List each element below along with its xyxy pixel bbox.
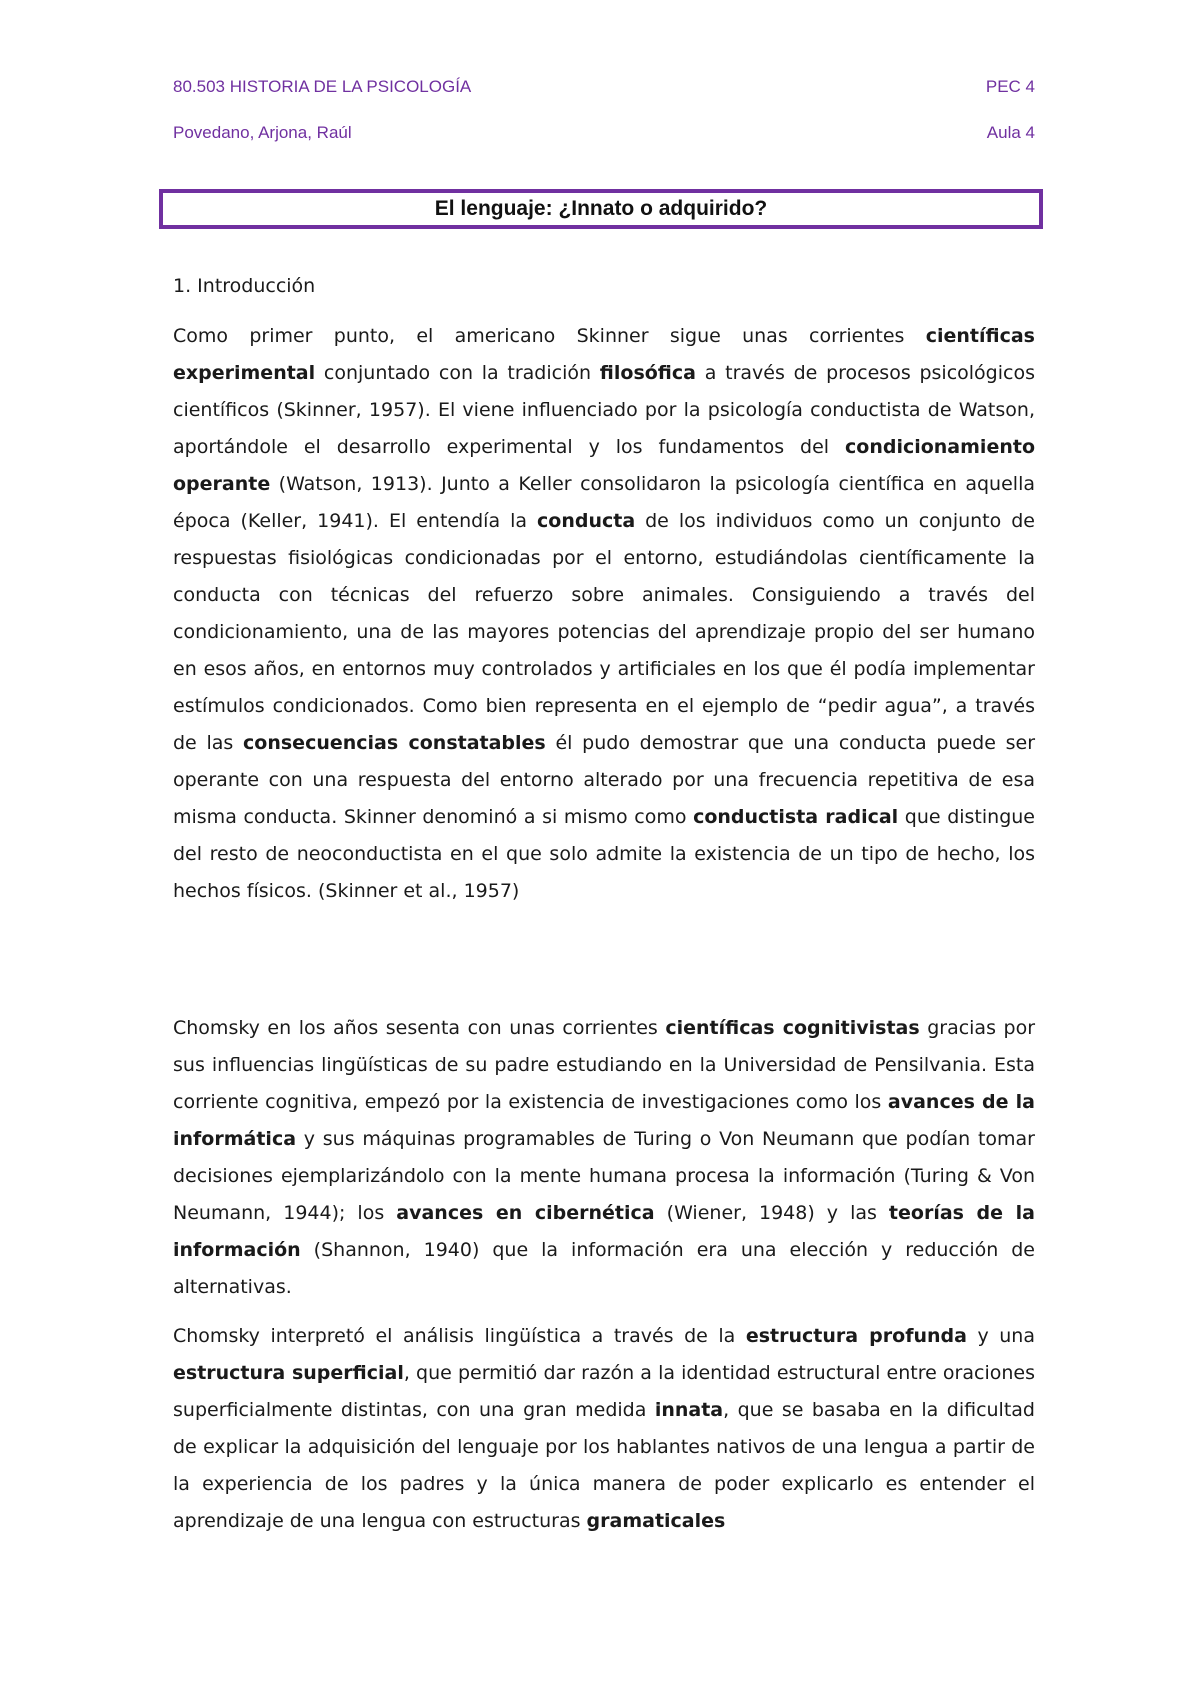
bold-term: teorías de la información [173, 1202, 1035, 1261]
bold-term: científicas experimental [173, 325, 1035, 384]
bold-term: innata [654, 1399, 724, 1421]
bold-term: estructura profunda [745, 1325, 967, 1347]
text-run: Chomsky en los años sesenta con unas corrientes [173, 1017, 666, 1039]
header-row-author [173, 123, 1035, 143]
text-run: que distingue del resto de neoconductista en el que solo admite la existencia de un tipo de hecho, los hechos físicos. (Skinner et al., 1957) [173, 806, 1035, 902]
text-run: Como primer punto, el americano Skinner sigue unas corrientes [173, 325, 926, 347]
bold-term: estructura superficial [173, 1362, 404, 1384]
bold-term: avances de la informática [173, 1091, 1036, 1150]
document-title-text: El lenguaje: ¿Innato o adquirido? [434, 197, 768, 220]
classroom-label: Aula 4 [986, 123, 1035, 142]
assignment-label: PEC 4 [985, 77, 1035, 96]
text-run: (Shannon, 1940) que la información era una elección y reducción de alternativas. [173, 1239, 1035, 1298]
bold-term: científicas cognitivistas [665, 1017, 920, 1039]
text-run: gracias por sus influencias lingüísticas de su padre estudiando en la Universidad de Pensilvania. Esta corriente cognitiva, empezó por la existencia de investigaciones como los [173, 1017, 1036, 1113]
text-run: él pudo demostrar que una conducta puede ser operante con una respuesta del entorno alterado por una frecuencia repetitiva de esa misma conducta. Skinner denominó a si mismo como [173, 732, 1036, 828]
bold-term: conductista radical [693, 806, 899, 828]
bold-term: avances en cibernética [396, 1202, 655, 1224]
bold-term: gramaticales [586, 1510, 726, 1532]
text-run: , que se basaba en la dificultad de explicar la adquisición del lenguaje por los hablantes nativos de una lengua a partir de la experiencia de los padres y la única manera de poder explicarlo es entender el aprendizaje de una lengua con estructuras [173, 1399, 1035, 1532]
course-title: 80.503 HISTORIA DE LA PSICOLOGÍA [173, 77, 472, 96]
paragraph [173, 1318, 1035, 1540]
text-run: (Watson, 1913). Junto a Keller consolidaron la psicología científica en aquella época (Keller, 1941). El entendía la [173, 473, 1035, 532]
bold-term: condicionamiento operante [173, 436, 1035, 495]
paragraph [173, 318, 1035, 910]
text-run: conjuntado con la tradición [315, 362, 600, 384]
text-run: de los individuos como un conjunto de respuestas fisiológicas condicionadas por el entorno, estudiándolas científicamente la conducta con técnicas del refuerzo sobre animales. Consiguiendo a través del condicionamiento, una de las mayores potencias del aprendizaje propio del ser humano en esos años, en entornos muy controlados y artificiales en los que él podía implementar estímulos condicionados. Como bien representa en el ejemplo de “pedir agua”, a través de las [173, 510, 1035, 754]
document-title [159, 189, 1043, 229]
text-run: a través de procesos psicológicos científicos (Skinner, 1957). El viene influenciado por la psicología conductista de Watson, aportándole el desarrollo experimental y los fundamentos del [173, 362, 1035, 458]
header-row-course [173, 77, 1035, 97]
bold-term: consecuencias constatables [243, 732, 546, 754]
paragraph [173, 1010, 1035, 1306]
text-run: (Wiener, 1948) y las [654, 1202, 889, 1224]
text-run: Chomsky interpretó el análisis lingüística a través de la [173, 1325, 746, 1347]
bold-term: conducta [537, 510, 636, 532]
bold-term: filosófica [599, 362, 696, 384]
text-run: , que permitió dar razón a la identidad estructural entre oraciones superficialmente distintas, con una gran medida [173, 1362, 1035, 1421]
author-name: Povedano, Arjona, Raúl [173, 123, 352, 142]
text-run: y una [966, 1325, 1035, 1347]
section-heading: 1. Introducción [173, 275, 316, 297]
text-run: y sus máquinas programables de Turing o Von Neumann que podían tomar decisiones ejemplarizándolo con la mente humana procesa la información (Turing & Von Neumann, 1944); los [173, 1128, 1035, 1224]
